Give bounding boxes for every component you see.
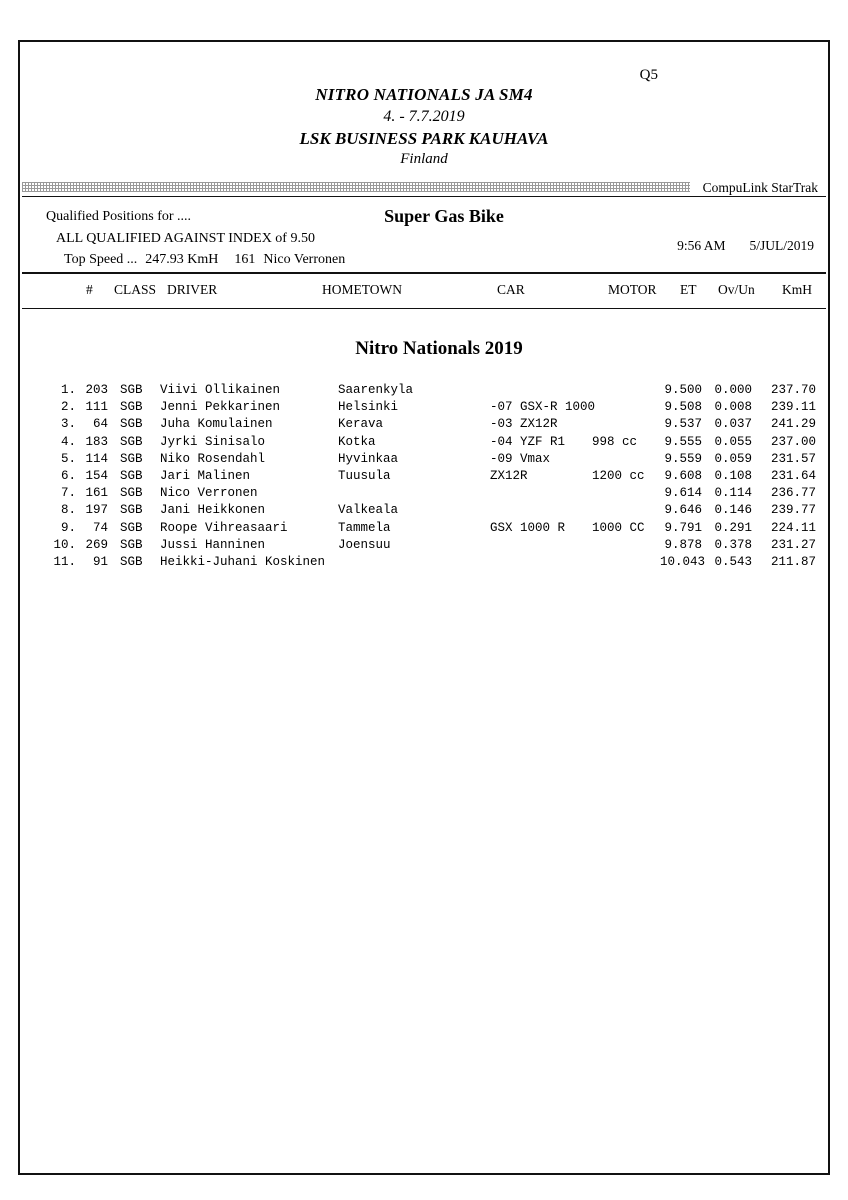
- event-name: NITRO NATIONALS JA SM4: [315, 85, 533, 104]
- result-kmh: 239.77: [770, 503, 816, 518]
- event-dates: 4. - 7.7.2019: [383, 108, 465, 126]
- result-ovun: 0.378: [714, 537, 752, 552]
- result-class: SGB: [120, 383, 143, 397]
- result-position: 10.: [53, 537, 76, 552]
- result-class: SGB: [120, 451, 143, 466]
- result-class: SGB: [120, 554, 143, 569]
- result-number: 111: [85, 400, 108, 415]
- class-title: Super Gas Bike: [384, 206, 504, 226]
- result-et: 9.608: [664, 468, 702, 483]
- event-header: [20, 84, 828, 170]
- print-time: 9:56 AM: [677, 238, 726, 253]
- result-kmh: 211.87: [770, 554, 816, 569]
- top-speed-number: 161: [234, 252, 256, 268]
- print-date: 5/JUL/2019: [749, 238, 814, 253]
- result-driver: Jenni Pekkarinen: [160, 400, 281, 415]
- result-et: 9.791: [664, 520, 702, 535]
- result-ovun: 0.146: [714, 503, 752, 518]
- result-hometown: Kerava: [338, 417, 384, 432]
- column-header-driver: DRIVER: [167, 282, 218, 297]
- result-class: SGB: [120, 537, 143, 552]
- result-car: -04 YZF R1: [490, 434, 566, 449]
- qualified-positions-line: Qualified Positions for ....: [46, 209, 192, 224]
- result-ovun: 0.037: [714, 417, 752, 432]
- table-row: [20, 382, 828, 399]
- table-row: [20, 451, 828, 468]
- dot-pattern: [22, 182, 690, 192]
- result-position: 3.: [60, 417, 76, 432]
- result-et: 9.500: [664, 383, 702, 397]
- result-hometown: Helsinki: [338, 400, 399, 415]
- timing-brand: CompuLink StarTrak: [702, 180, 818, 195]
- result-et: 9.555: [664, 434, 702, 449]
- table-row: [20, 468, 828, 485]
- result-number: 64: [92, 417, 108, 432]
- result-number: 91: [92, 554, 108, 569]
- result-position: 7.: [60, 486, 76, 501]
- result-motor: 1200 cc: [592, 468, 645, 483]
- result-ovun: 0.108: [714, 468, 752, 483]
- result-hometown: Tammela: [338, 520, 391, 535]
- result-driver: Jussi Hanninen: [160, 537, 266, 552]
- result-position: 9.: [60, 520, 76, 535]
- result-et: 9.508: [664, 400, 702, 415]
- results-table: [20, 382, 828, 571]
- result-driver: Niko Rosendahl: [160, 451, 266, 466]
- result-driver: Jyrki Sinisalo: [160, 434, 266, 449]
- result-kmh: 236.77: [770, 486, 816, 501]
- result-hometown: Kotka: [338, 434, 376, 449]
- table-row: [20, 520, 828, 537]
- table-row: [20, 554, 828, 571]
- event-country: Finland: [400, 150, 448, 167]
- result-class: SGB: [120, 503, 143, 518]
- result-ovun: 0.543: [714, 554, 752, 569]
- result-car: ZX12R: [490, 468, 528, 483]
- result-driver: Viivi Ollikainen: [160, 383, 281, 397]
- result-kmh: 237.00: [770, 434, 816, 449]
- result-position: 8.: [60, 503, 76, 518]
- top-speed-line: [46, 249, 345, 271]
- result-class: SGB: [120, 468, 143, 483]
- dotted-separator: [22, 180, 826, 194]
- rule-below-columns: [22, 308, 826, 309]
- section-title: Nitro Nationals 2019: [355, 338, 523, 359]
- result-et: 9.646: [664, 503, 702, 518]
- result-driver: Heikki-Juhani Koskinen: [160, 554, 326, 569]
- result-kmh: 241.29: [770, 417, 816, 432]
- result-hometown: Saarenkyla: [338, 383, 414, 397]
- result-number: 183: [85, 434, 108, 449]
- table-row: [20, 485, 828, 502]
- print-timestamp: [677, 238, 814, 254]
- top-speed-value: 247.93 KmH: [145, 252, 219, 268]
- result-position: 5.: [60, 451, 76, 466]
- result-kmh: 231.57: [770, 451, 816, 466]
- result-et: 9.878: [664, 537, 702, 552]
- result-ovun: 0.055: [714, 434, 752, 449]
- result-et: 9.537: [664, 417, 702, 432]
- result-car: -03 ZX12R: [490, 417, 558, 432]
- result-number: 74: [92, 520, 108, 535]
- result-number: 203: [85, 383, 108, 397]
- index-line: ALL QUALIFIED AGAINST INDEX of 9.50: [56, 230, 315, 246]
- result-kmh: 237.70: [770, 383, 816, 397]
- result-kmh: 239.11: [770, 400, 816, 415]
- result-kmh: 231.27: [770, 537, 816, 552]
- result-class: SGB: [120, 520, 143, 535]
- result-hometown: Joensuu: [338, 537, 391, 552]
- table-row: [20, 399, 828, 416]
- result-number: 197: [85, 503, 108, 518]
- result-position: 4.: [60, 434, 76, 449]
- result-hometown: Valkeala: [338, 503, 399, 518]
- table-row: [20, 502, 828, 519]
- column-header-et: ET: [680, 282, 697, 297]
- result-car: GSX 1000 R: [490, 520, 566, 535]
- column-header-hometown: HOMETOWN: [322, 282, 402, 297]
- result-ovun: 0.000: [714, 383, 752, 397]
- result-number: 161: [85, 486, 108, 501]
- result-number: 269: [85, 537, 108, 552]
- column-header-class: CLASS: [114, 282, 157, 297]
- result-ovun: 0.291: [714, 520, 752, 535]
- result-car: -07 GSX-R 1000: [490, 400, 596, 415]
- column-header-number: #: [86, 282, 93, 297]
- column-header-kmh: KmH: [782, 282, 812, 297]
- result-kmh: 231.64: [770, 468, 816, 483]
- result-driver: Juha Komulainen: [160, 417, 273, 432]
- result-hometown: Tuusula: [338, 468, 391, 483]
- result-ovun: 0.059: [714, 451, 752, 466]
- sheet-code: Q5: [639, 67, 658, 83]
- table-row: [20, 416, 828, 433]
- result-et: 10.043: [660, 554, 706, 569]
- results-sheet: [18, 40, 830, 1175]
- result-car: -09 Vmax: [490, 451, 551, 466]
- result-ovun: 0.008: [714, 400, 752, 415]
- event-venue: LSK BUSINESS PARK KAUHAVA: [299, 128, 549, 148]
- result-class: SGB: [120, 400, 143, 415]
- result-position: 6.: [60, 468, 76, 483]
- result-position: 11.: [53, 554, 76, 569]
- result-class: SGB: [120, 434, 143, 449]
- result-et: 9.559: [664, 451, 702, 466]
- table-row: [20, 537, 828, 554]
- result-kmh: 224.11: [770, 520, 816, 535]
- rule-top: [22, 196, 826, 197]
- result-number: 154: [85, 468, 108, 483]
- result-driver: Nico Verronen: [160, 486, 258, 501]
- result-ovun: 0.114: [714, 486, 752, 501]
- result-driver: Jari Malinen: [160, 468, 251, 483]
- top-speed-label: Top Speed ...: [64, 252, 138, 268]
- result-position: 2.: [60, 400, 76, 415]
- column-header-motor: MOTOR: [608, 282, 657, 297]
- result-number: 114: [85, 451, 108, 466]
- column-header-ovun: Ov/Un: [718, 282, 755, 297]
- result-hometown: Hyvinkaa: [338, 451, 399, 466]
- column-headers: [20, 282, 828, 302]
- table-row: [20, 434, 828, 451]
- column-header-car: CAR: [497, 282, 525, 297]
- rule-above-columns: [22, 272, 826, 274]
- result-driver: Jani Heikkonen: [160, 503, 266, 518]
- result-driver: Roope Vihreasaari: [160, 520, 288, 535]
- result-class: SGB: [120, 486, 143, 501]
- result-position: 1.: [60, 383, 76, 397]
- result-motor: 1000 CC: [592, 520, 645, 535]
- result-et: 9.614: [664, 486, 702, 501]
- result-class: SGB: [120, 417, 143, 432]
- result-motor: 998 cc: [592, 434, 638, 449]
- top-speed-driver: Nico Verronen: [263, 252, 346, 268]
